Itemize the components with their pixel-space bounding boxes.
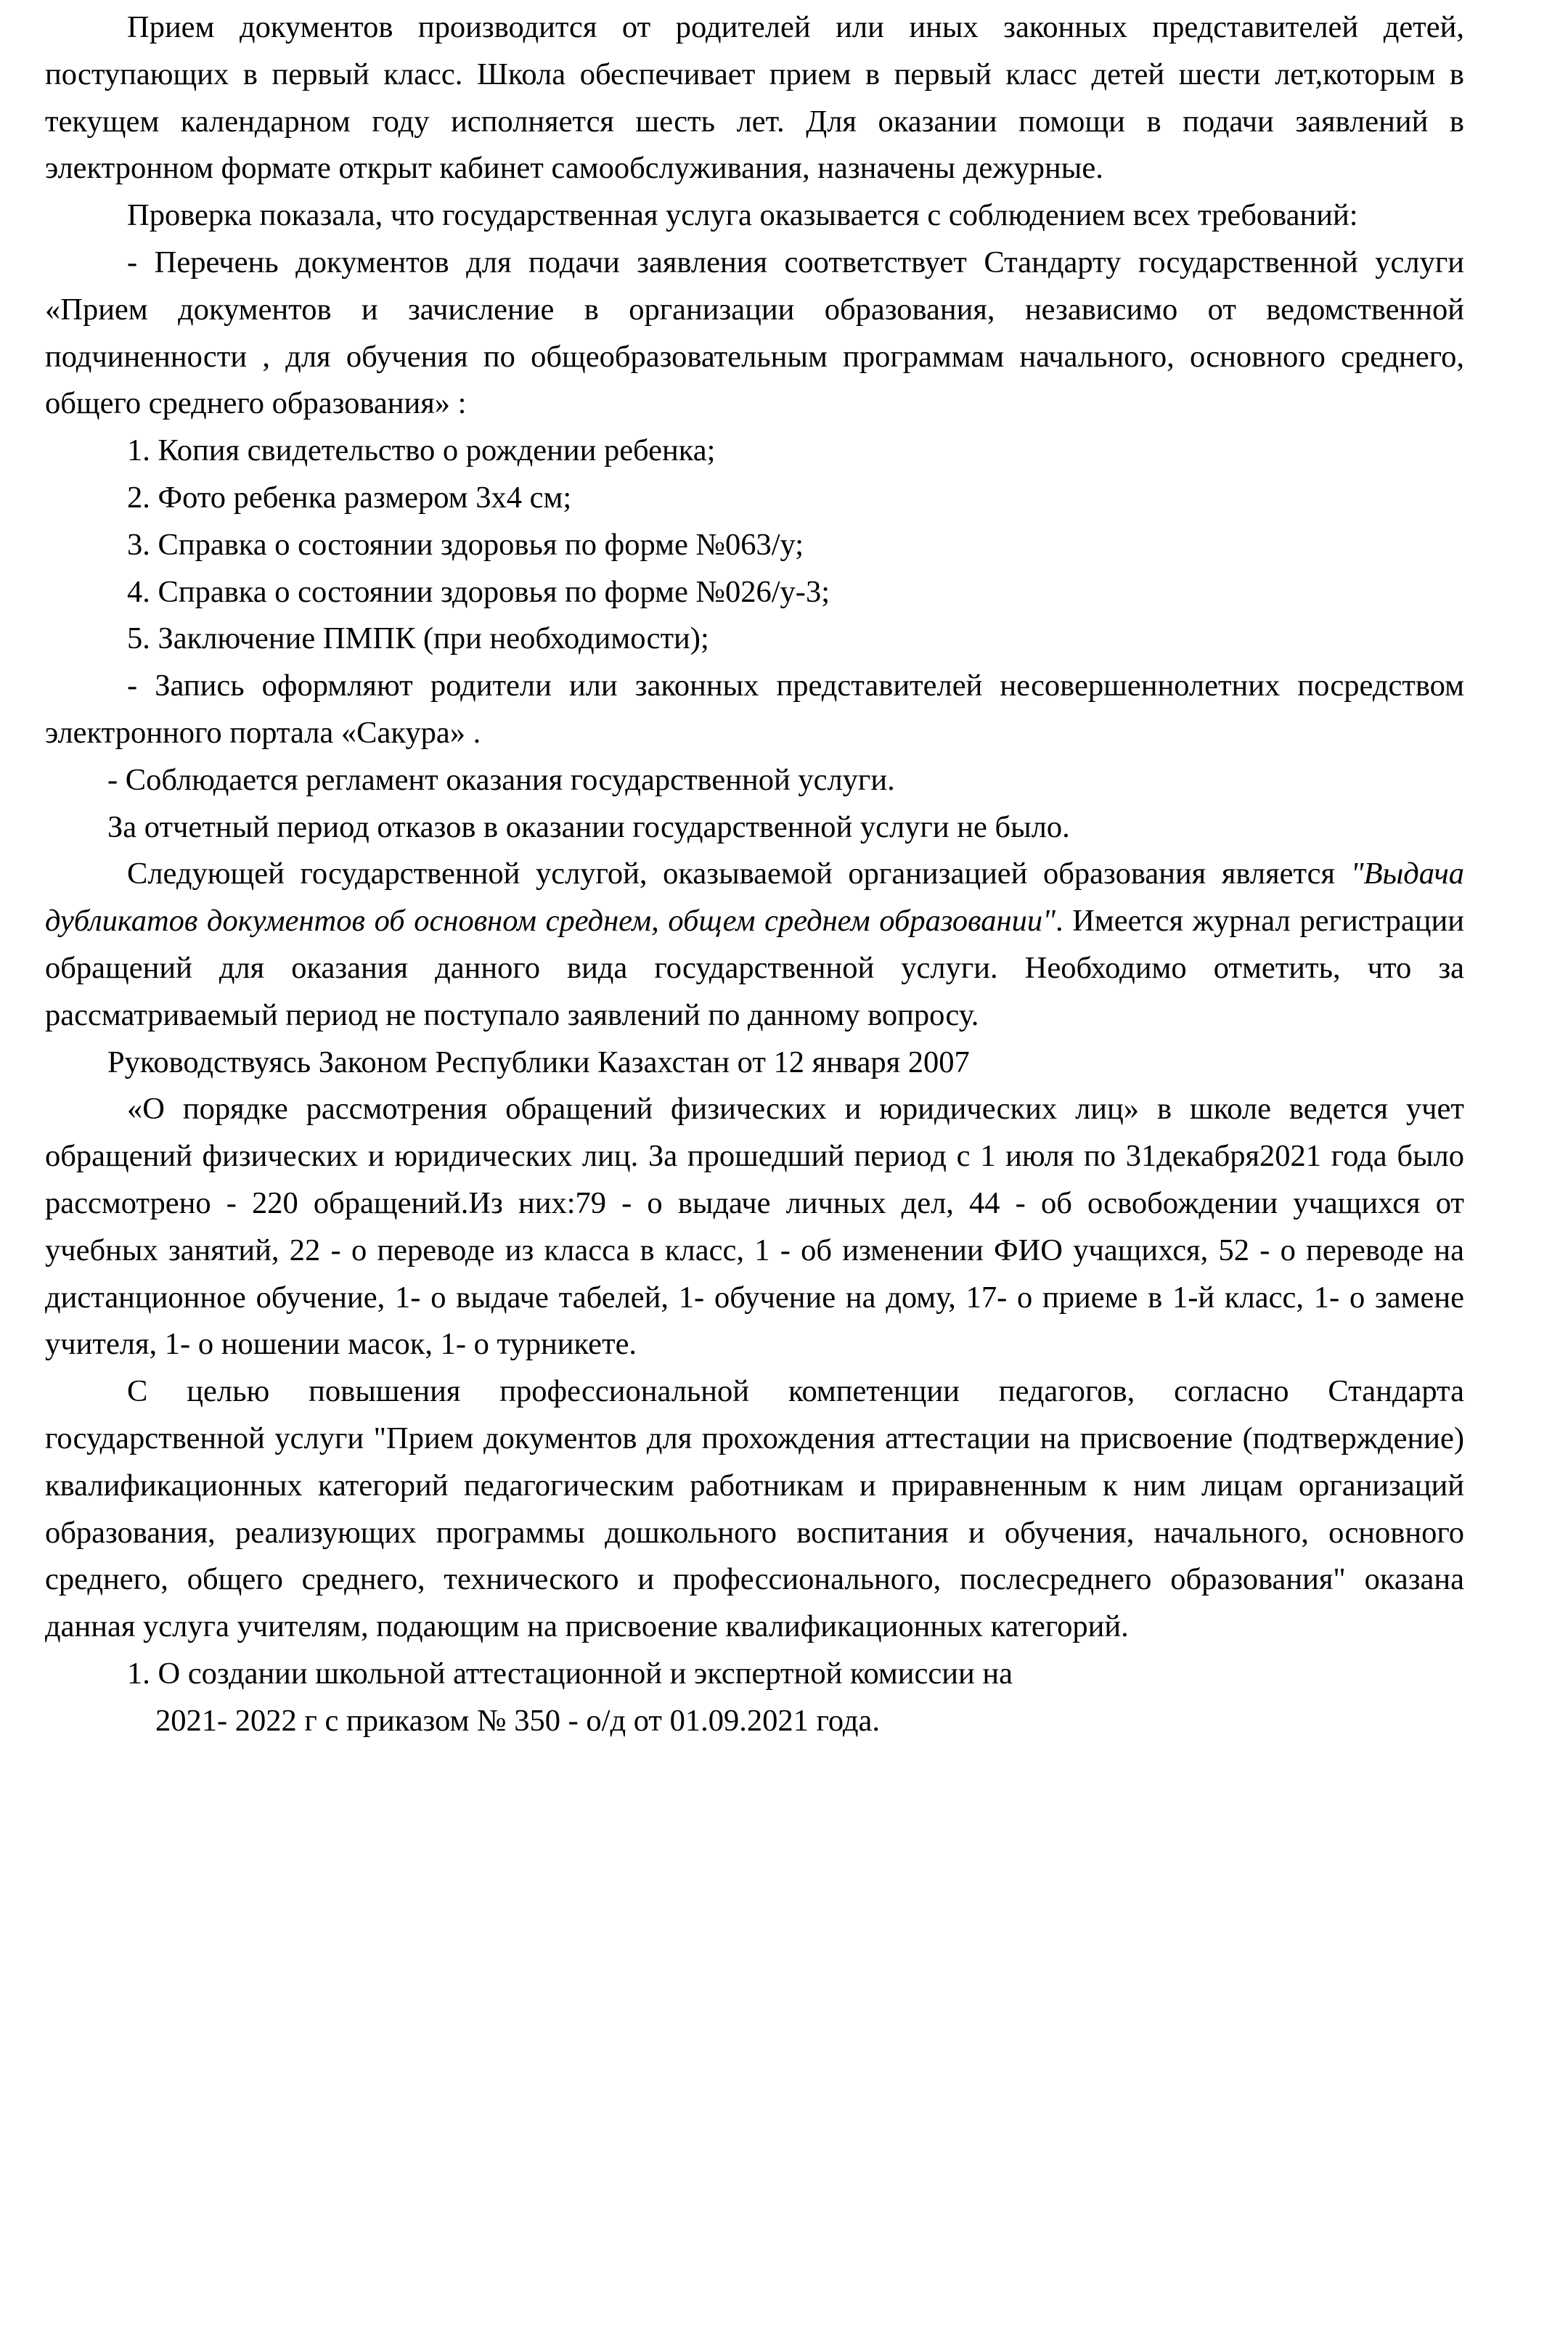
document-body xyxy=(45,4,1464,1744)
run-normal-tail: . Имеется журнал регистрации обращений для оказания данного вида государственной услуги. Необходимо отметить, что за рассматриваемый период не поступало заявлений по данному вопросу. xyxy=(45,904,1464,1032)
list-item-birth-certificate: 1. Копия свидетельство о рождении ребенка; xyxy=(127,433,716,468)
paragraph-registration-via-sakura: - Запись оформляют родители или законных представителей несовершеннолетних посредством электронного портала «Сакура» . xyxy=(45,669,1464,750)
paragraph-inspection-result: Проверка показала, что государственная услуга оказывается с соблюдением всех требований: xyxy=(127,198,1358,233)
list-item-health-certificate-063: 3. Справка о состоянии здоровья по форме №063/у; xyxy=(127,527,804,562)
list-item-child-photo: 2. Фото ребенка размером 3х4 см; xyxy=(127,480,572,515)
list-item-commission-order-line2: 2021- 2022 г с приказом № 350 - о/д от 01.09.2021 года. xyxy=(155,1703,880,1738)
run-italic-service-title: "Выдача дубликатов документов об основном среднем, общем среднем образовании" xyxy=(45,857,1464,939)
list-item-commission-order-line1: 1. О создании школьной аттестационной и экспертной комиссии на xyxy=(127,1656,1013,1691)
run-normal-lead: Следующей государственной услугой, оказываемой организацией образования является xyxy=(127,857,1351,891)
paragraph-duplicate-documents-service xyxy=(45,851,1464,1039)
list-item-health-certificate-026: 4. Справка о состоянии здоровья по форме №026/у-3; xyxy=(127,574,830,609)
paragraph-regulation-observed: - Соблюдается регламент оказания государственной услуги. xyxy=(107,762,895,797)
paragraph-appeals-statistics: «О порядке рассмотрения обращений физических и юридических лиц» в школе ведется учет обращений физических и юридических лиц. За прошедший период с 1 июля по 31декабря2021 года было рассмотрено - 220 обращений.Из них:79 - о выдаче личных дел, 44 - об освобождении учащихся от учебных занятий, 22 - о переводе из класса в класс, 1 - об изменении ФИО учащихся, 52 - о переводе на дистанционное обучение, 1- о выдаче табелей, 1- обучение на дому, 17- о приеме в 1-й класс, 1- о замене учителя, 1- о ношении масок, 1- о турникете. xyxy=(45,1092,1464,1362)
paragraph-document-list-standard: - Перечень документов для подачи заявления соответствует Стандарту государственной услуги «Прием документов и зачисление в организации образования, независимо от ведомственной подчиненности , для обучения по общеобразовательным программам начального, основного среднего, общего среднего образования» : xyxy=(45,245,1464,421)
paragraph-law-reference: Руководствуясь Законом Республики Казахстан от 12 января 2007 xyxy=(107,1045,970,1079)
paragraph-attestation-service: С целью повышения профессиональной компетенции педагогов, согласно Стандарта государственной услуги "Прием документов для прохождения аттестации на присвоение (подтверждение) квалификационных категорий педагогическим работникам и приравненным к ним лицам организаций образования, реализующих программы дошкольного воспитания и обучения, начального, основного среднего, общего среднего, технического и профессионального, послесреднего образования" оказана данная услуга учителям, подающим на присвоение квалификационных категорий. xyxy=(45,1374,1464,1644)
list-item-pmpk-conclusion: 5. Заключение ПМПК (при необходимости); xyxy=(127,621,709,656)
paragraph-no-refusals: За отчетный период отказов в оказании государственной услуги не было. xyxy=(107,809,1070,844)
paragraph-intake-of-documents: Прием документов производится от родителей или иных законных представителей детей, поступающих в первый класс. Школа обеспечивает прием в первый класс детей шести лет,которым в текущем календарном году исполняется шесть лет. Для оказании помощи в подачи заявлений в электронном формате открыт кабинет самообслуживания, назначены дежурные. xyxy=(45,10,1464,186)
